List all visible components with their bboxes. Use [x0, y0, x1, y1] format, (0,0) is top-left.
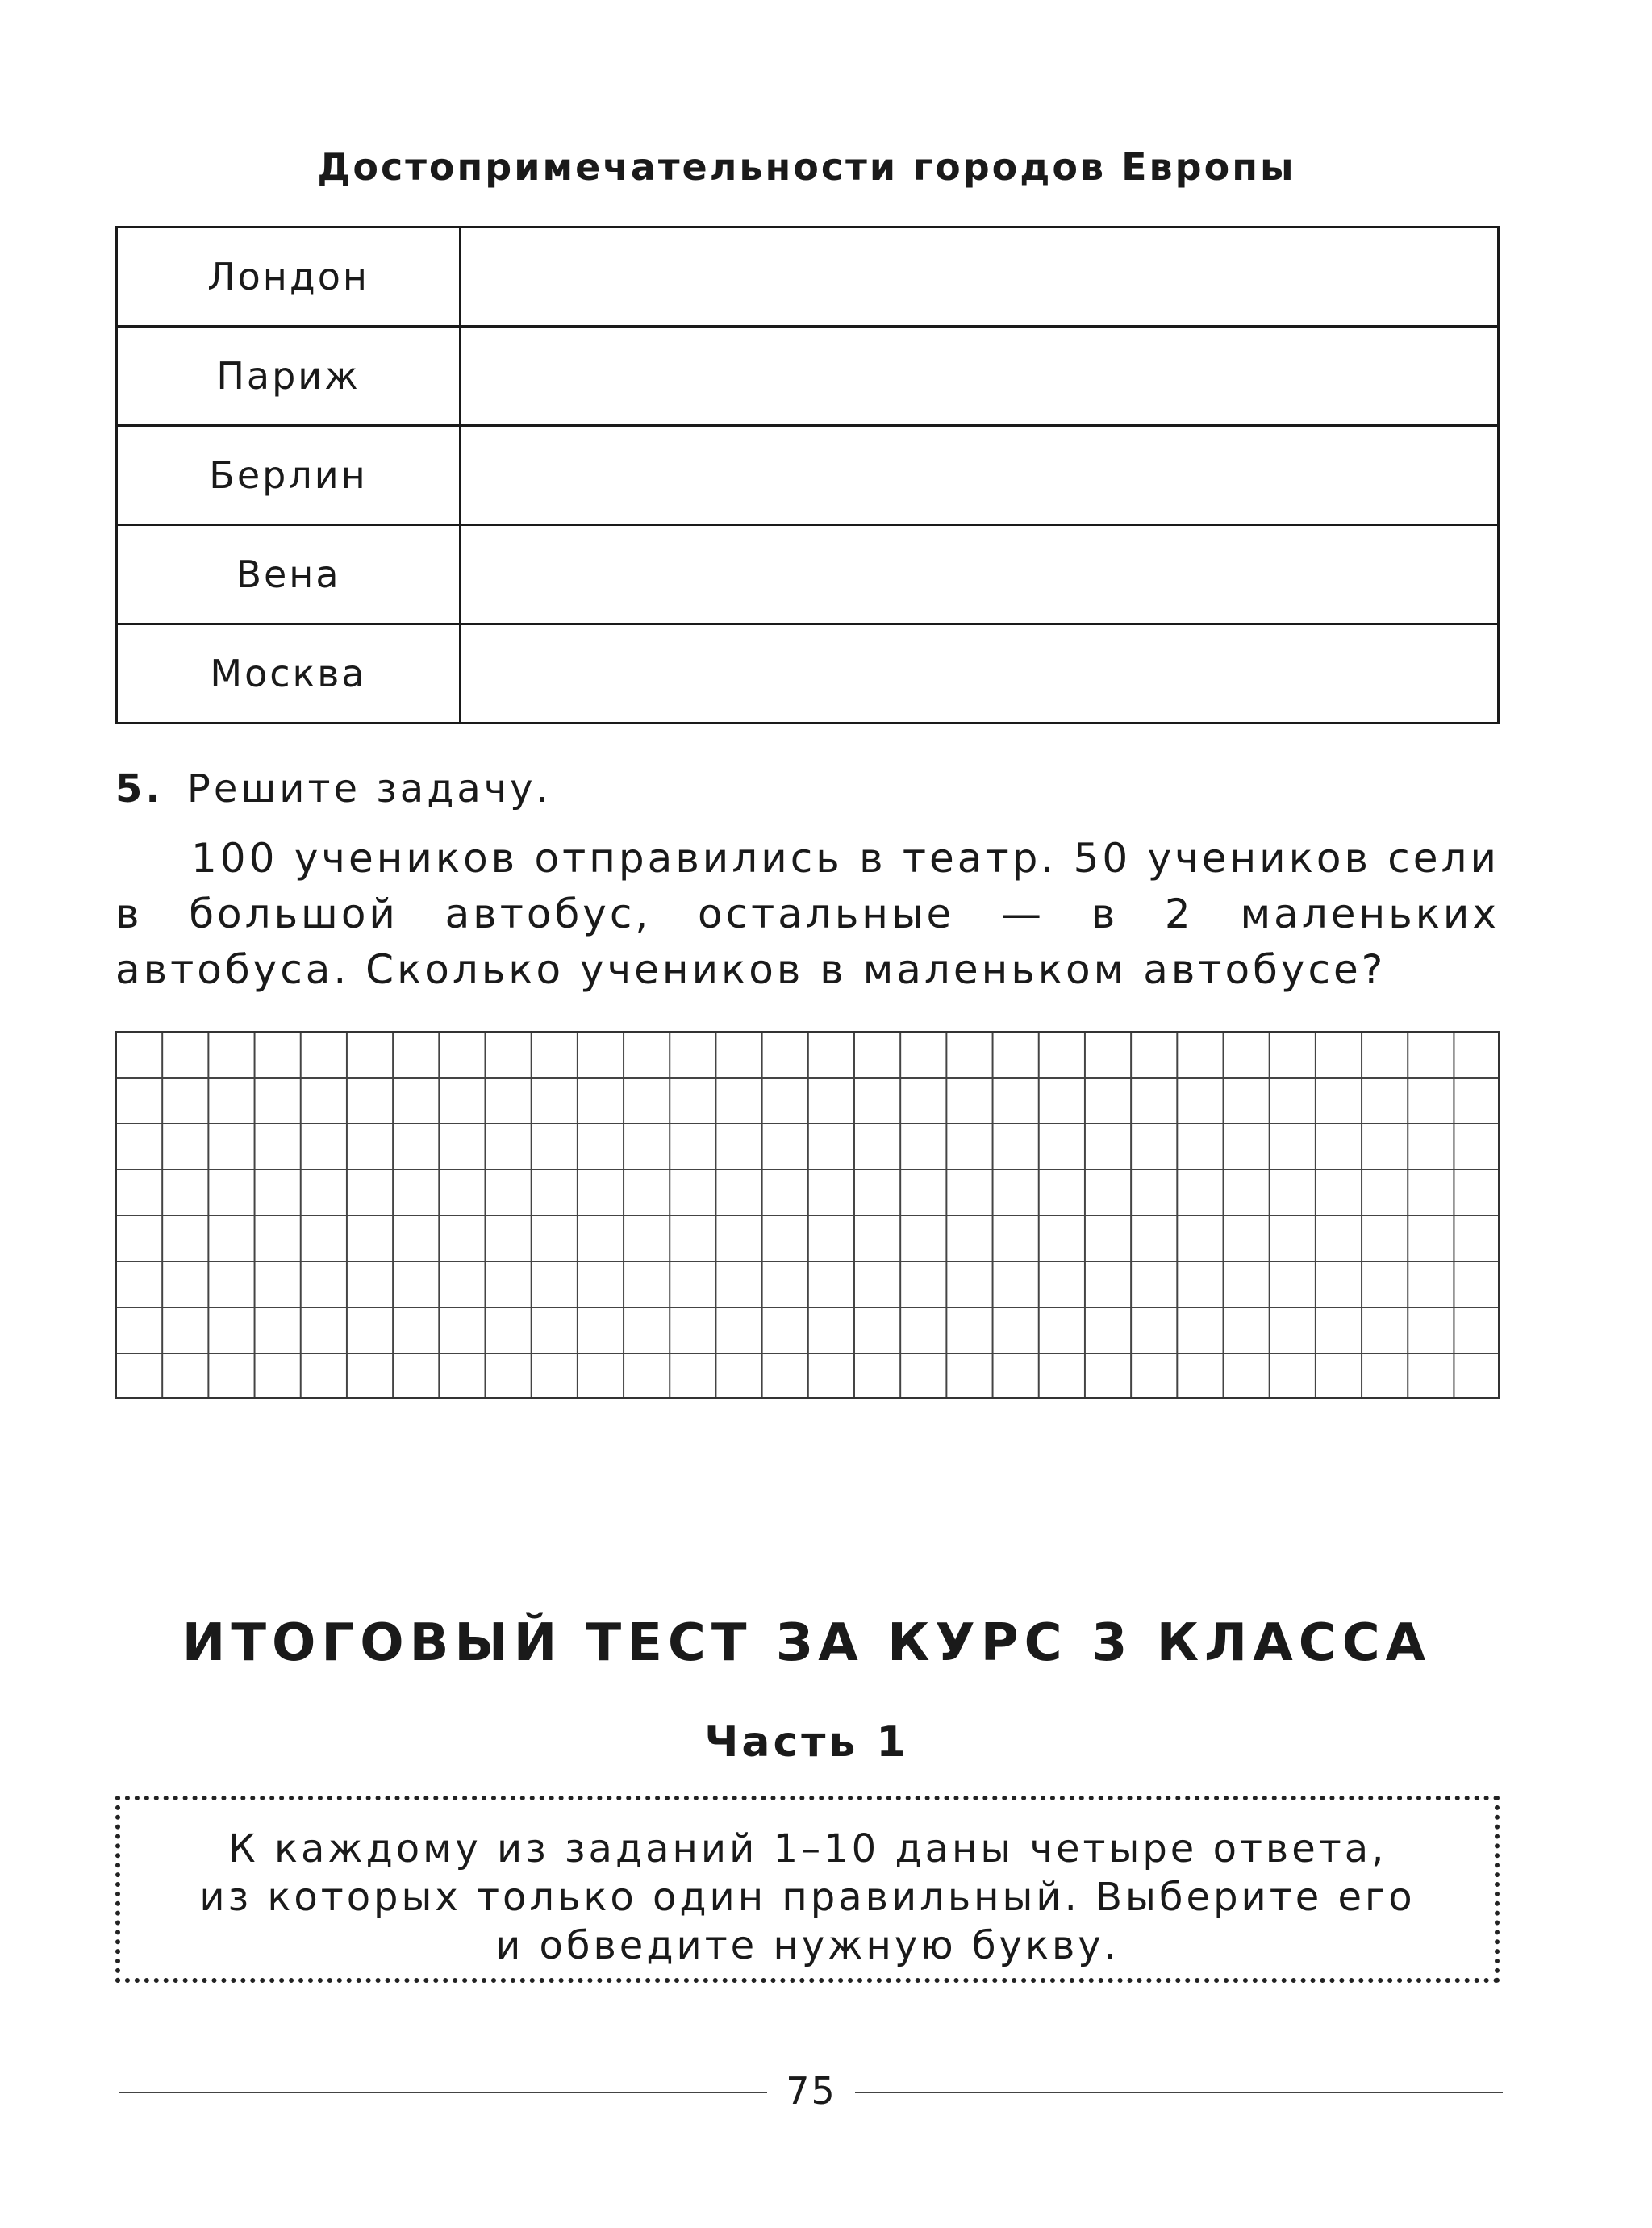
instructions-line: К каждому из заданий 1–10 даны четыре ответа,	[227, 1826, 1387, 1871]
task-prompt: Решите задачу.	[186, 766, 552, 812]
landmarks-table	[115, 226, 1500, 724]
answer-cell[interactable]	[461, 525, 1499, 624]
table-row	[117, 525, 1499, 624]
answer-cell[interactable]	[461, 624, 1499, 724]
table-row	[117, 327, 1499, 426]
page-number: 75	[786, 2069, 836, 2113]
city-cell: Вена	[117, 525, 461, 624]
instructions-text	[120, 1825, 1495, 1970]
problem-text: 100 учеников отправились в театр. 50 учеников сели в большой автобус, остальные — в 2 маленьких автобуса. Сколько учеников в маленьком автобусе?	[115, 835, 1500, 993]
test-heading: ИТОГОВЫЙ ТЕСТ ЗА КУРС 3 КЛАССА	[181, 1613, 1432, 1673]
task-5-header	[115, 766, 552, 812]
instructions-box	[115, 1796, 1500, 1983]
answer-grid[interactable]	[115, 1031, 1500, 1399]
table-row	[117, 227, 1499, 327]
answer-cell[interactable]	[461, 426, 1499, 525]
footer-rule-right	[855, 2092, 1503, 2093]
city-cell: Берлин	[117, 426, 461, 525]
city-cell: Москва	[117, 624, 461, 724]
instructions-line: из которых только один правильный. Выберите его	[199, 1875, 1416, 1920]
instructions-line: и обведите нужную букву.	[495, 1923, 1120, 1968]
part-heading: Часть 1	[704, 1718, 909, 1767]
answer-cell[interactable]	[461, 227, 1499, 327]
task-number: 5.	[115, 766, 164, 812]
answer-cell[interactable]	[461, 327, 1499, 426]
table-title: Достопримечательности городов Европы	[317, 145, 1296, 189]
footer-rule-left	[119, 2092, 767, 2093]
table-row	[117, 426, 1499, 525]
city-cell: Париж	[117, 327, 461, 426]
table-row	[117, 624, 1499, 724]
city-cell: Лондон	[117, 227, 461, 327]
